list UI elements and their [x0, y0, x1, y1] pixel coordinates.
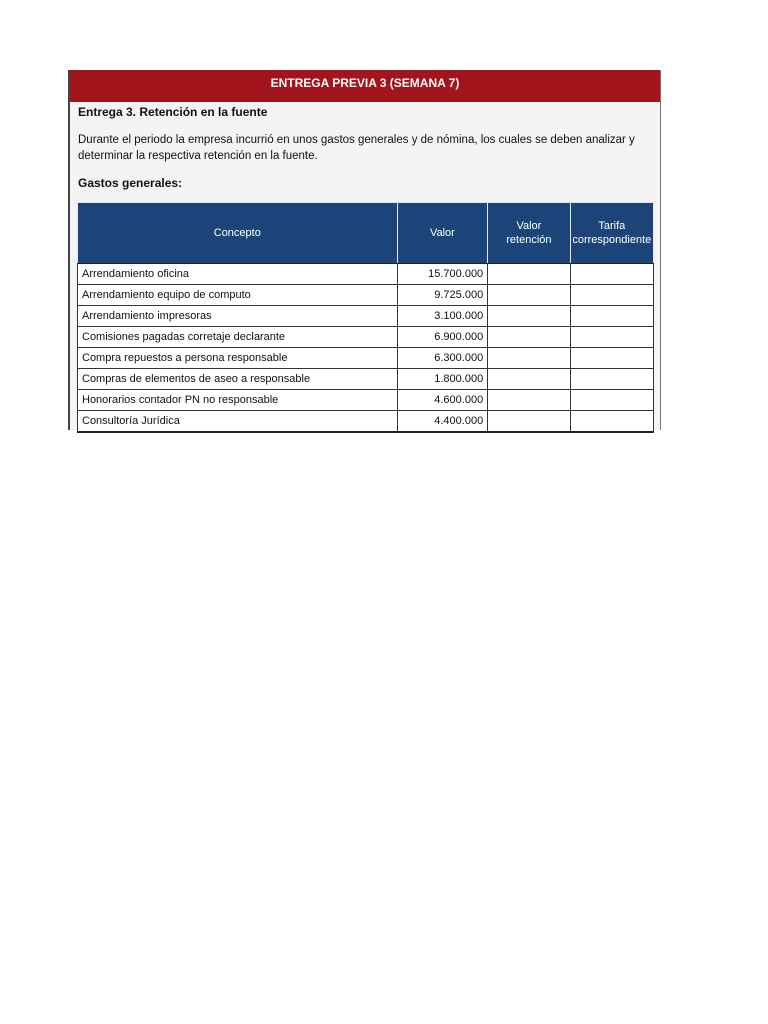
table-header-row [78, 203, 654, 264]
table-row [78, 369, 654, 390]
cell-concepto: Consultoría Jurídica [78, 411, 398, 433]
table-row [78, 285, 654, 306]
table-row [78, 264, 654, 285]
title-banner: ENTREGA PREVIA 3 (SEMANA 7) [70, 70, 660, 102]
header-tarifa [570, 203, 653, 264]
cell-concepto: Compra repuestos a persona responsable [78, 348, 398, 369]
cell-valor: 6.900.000 [397, 327, 488, 348]
cell-tarifa[interactable] [570, 369, 653, 390]
description-line-2: determinar la respectiva retención en la fuente. [78, 150, 318, 162]
cell-concepto: Compras de elementos de aseo a responsable [78, 369, 398, 390]
cell-tarifa[interactable] [570, 306, 653, 327]
table-row [78, 348, 654, 369]
description-line-1: Durante el periodo la empresa incurrió en unos gastos generales y de nómina, los cuales se deben analizar y [78, 134, 635, 146]
document-sheet [68, 70, 661, 430]
expenses-table [77, 202, 654, 433]
cell-valor: 9.725.000 [397, 285, 488, 306]
header-valor-retencion [488, 203, 570, 264]
table-row [78, 411, 654, 433]
header-valor-retencion-line2: retención [506, 234, 552, 246]
cell-retencion[interactable] [488, 348, 570, 369]
cell-retencion[interactable] [488, 369, 570, 390]
header-valor-retencion-line1: Valor [516, 220, 542, 232]
cell-retencion[interactable] [488, 306, 570, 327]
table-row [78, 306, 654, 327]
cell-tarifa[interactable] [570, 327, 653, 348]
cell-retencion[interactable] [488, 327, 570, 348]
cell-tarifa[interactable] [570, 348, 653, 369]
cell-retencion[interactable] [488, 390, 570, 411]
table-row [78, 327, 654, 348]
cell-retencion[interactable] [488, 285, 570, 306]
table-subheading: Gastos generales: [78, 176, 183, 190]
cell-concepto: Comisiones pagadas corretaje declarante [78, 327, 398, 348]
table-row [78, 390, 654, 411]
cell-retencion[interactable] [488, 411, 570, 433]
cell-valor: 1.800.000 [397, 369, 488, 390]
cell-valor: 4.400.000 [397, 411, 488, 433]
cell-retencion[interactable] [488, 264, 570, 285]
cell-tarifa[interactable] [570, 285, 653, 306]
cell-tarifa[interactable] [570, 264, 653, 285]
section-heading: Entrega 3. Retención en la fuente [78, 105, 268, 119]
cell-concepto: Arrendamiento equipo de computo [78, 285, 398, 306]
cell-tarifa[interactable] [570, 390, 653, 411]
header-concepto: Concepto [78, 203, 398, 264]
description-paragraph [78, 132, 648, 164]
cell-valor: 4.600.000 [397, 390, 488, 411]
header-tarifa-line1: Tarifa [598, 220, 626, 232]
cell-valor: 15.700.000 [397, 264, 488, 285]
cell-valor: 3.100.000 [397, 306, 488, 327]
header-valor: Valor [397, 203, 488, 264]
cell-tarifa[interactable] [570, 411, 653, 433]
cell-concepto: Honorarios contador PN no responsable [78, 390, 398, 411]
cell-concepto: Arrendamiento impresoras [78, 306, 398, 327]
cell-valor: 6.300.000 [397, 348, 488, 369]
cell-concepto: Arrendamiento oficina [78, 264, 398, 285]
header-tarifa-line2: correspondiente [572, 234, 652, 246]
